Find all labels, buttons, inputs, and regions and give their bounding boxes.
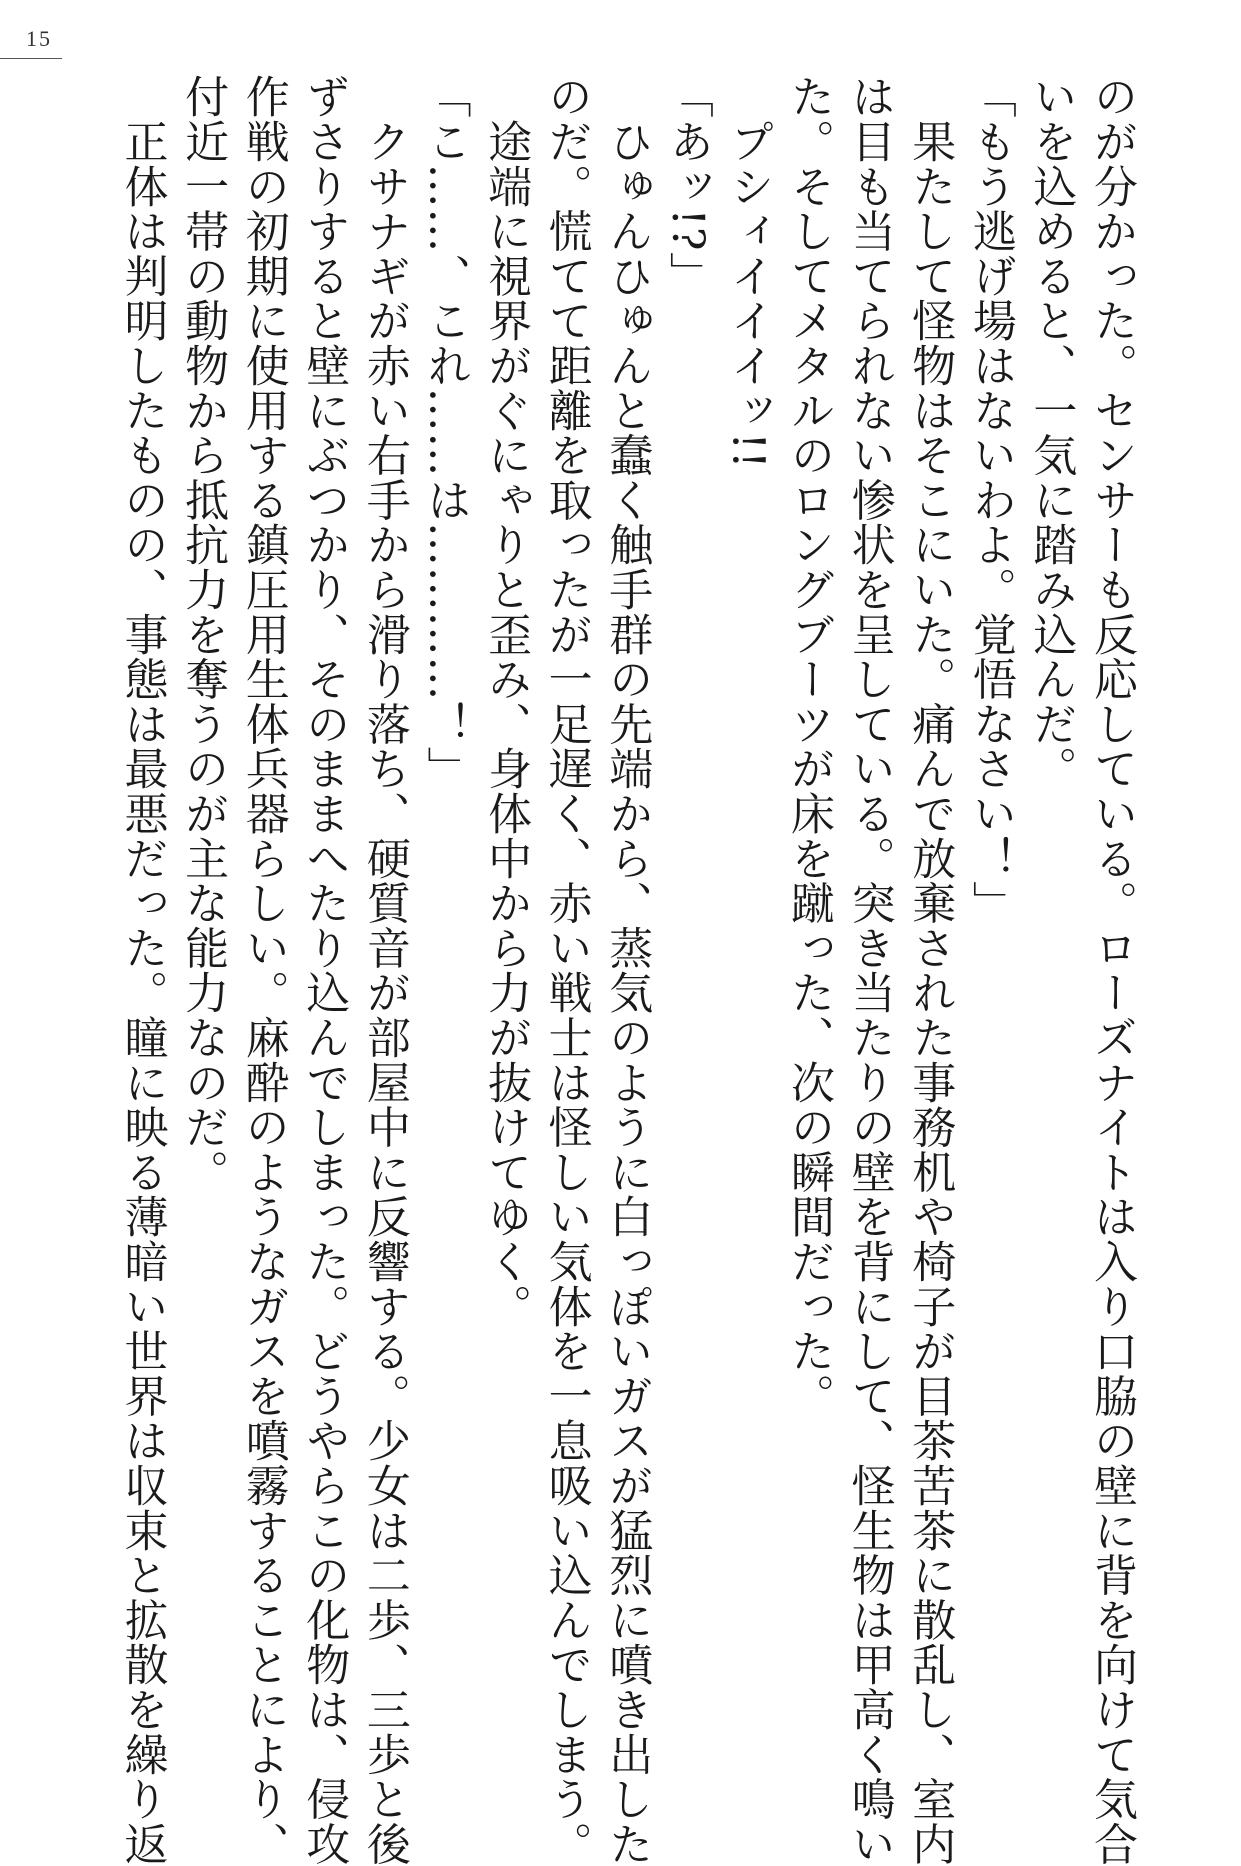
text-line: 付近一帯の動物から抵抗力を奪うのが主な能力なのだ。 <box>177 74 229 1194</box>
text-line: 途端に視界がぐにゃりと歪み、身体中から力が抜けてゆく。 <box>480 74 532 1329</box>
text-line: ひゅんひゅんと蠢く触手群の先端から、蒸気のように白っぽいガスが猛烈に噴き出した <box>601 74 653 1866</box>
text-line: は目も当てられない惨状を呈している。突き当たりの壁を背にして、怪生物は甲高く鳴い <box>843 74 895 1866</box>
text-line: クサナギが赤い右手から滑り落ち、硬質音が部屋中に反響する。少女は二歩、三歩と後 <box>358 74 410 1866</box>
text-line: いを込めると、一気に踏み込んだ。 <box>1025 74 1077 791</box>
text-line: 果たして怪物はそこにいた。痛んで放棄された事務机や椅子が目茶苦茶に散乱し、室内 <box>904 74 956 1866</box>
text-line: 「あッ!?」 <box>661 74 713 297</box>
text-line: 「もう逃げ場はないわよ。覚悟なさい！」 <box>964 74 1016 926</box>
header-rule <box>0 58 62 59</box>
text-line: のだ。慌てて距離を取ったが一足遅く、赤い戦士は怪しい気体を一息吸い込んでしまう。 <box>540 74 592 1866</box>
text-line: た。そしてメタルのロングブーツが床を蹴った、次の瞬間だった。 <box>783 74 835 1418</box>
text-line: 正体は判明したものの、事態は最悪だった。瞳に映る薄暗い世界は収束と拡散を繰り返 <box>116 74 168 1866</box>
text-line: 「こ……、これ……は…………！」 <box>419 74 471 791</box>
text-line: 作戦の初期に使用する鎮圧用生体兵器らしい。麻酔のようなガスを噴霧することにより、 <box>237 74 289 1866</box>
text-line: プシィイイイッ!! <box>722 74 774 470</box>
body-text <box>116 74 1141 1866</box>
text-line: のが分かった。センサーも反応している。ローズナイトは入り口脇の壁に背を向けて気合 <box>1086 74 1137 1866</box>
page-number: 15 <box>26 26 52 51</box>
text-line: ずさりすると壁にぶつかり、そのままへたり込んでしまった。どうやらこの化物は、侵攻 <box>298 74 350 1866</box>
